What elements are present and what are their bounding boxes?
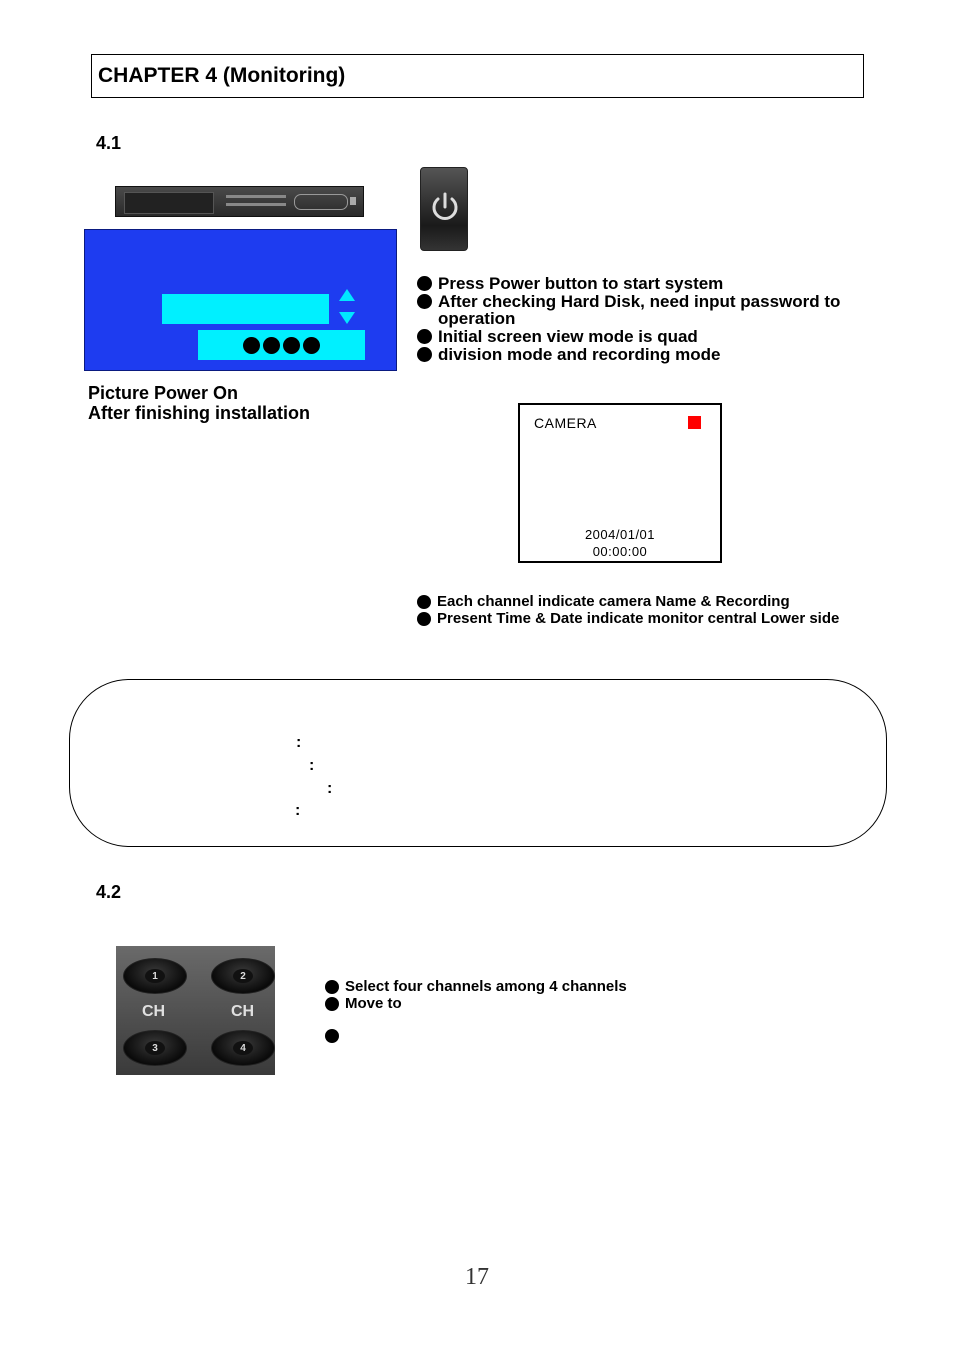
- channel-bullets: [325, 979, 627, 1043]
- arrow-up-icon: [339, 289, 355, 301]
- channel-button-1: 1: [123, 958, 187, 994]
- camera-bullets: [417, 594, 839, 627]
- bullet-dot: [325, 1029, 339, 1043]
- bullet-item: Present Time & Date indicate monitor central Lower side: [417, 611, 839, 627]
- bullet-item: Move to: [325, 996, 627, 1012]
- bullet-item: Select four channels among 4 channels: [325, 979, 627, 995]
- power-button-image: [420, 167, 468, 251]
- power-icon: [421, 168, 469, 252]
- password-dot: [303, 337, 320, 354]
- bullet-item: After checking Hard Disk, need input password to operation: [417, 293, 840, 327]
- bullet-dot: [417, 347, 432, 362]
- channel-button-3: 3: [123, 1030, 187, 1066]
- camera-date: 2004/01/01: [584, 527, 656, 542]
- note-colon: :: [309, 757, 315, 774]
- password-field: [198, 330, 365, 360]
- channel-buttons-image: [116, 946, 275, 1075]
- section-4-2-number: 4.2: [96, 882, 122, 902]
- bullet-dot: [417, 612, 431, 626]
- bullet-dot: [417, 595, 431, 609]
- note-colon: :: [295, 802, 301, 819]
- channel-button-2: 2: [211, 958, 275, 994]
- password-dot: [263, 337, 280, 354]
- power-on-bullets: [417, 275, 840, 363]
- ch-label: CH: [231, 1003, 255, 1020]
- bullet-item: division mode and recording mode: [417, 346, 840, 363]
- password-dot: [243, 337, 260, 354]
- bullet-item: Initial screen view mode is quad: [417, 328, 840, 345]
- bullet-item: Each channel indicate camera Name & Recording: [417, 594, 839, 610]
- bullet-item: [325, 1028, 627, 1043]
- hard-disk-check-bar: [162, 294, 329, 324]
- bullet-dot: [325, 980, 339, 994]
- camera-preview: [518, 403, 722, 563]
- arrow-down-icon: [339, 312, 355, 324]
- password-dot: [283, 337, 300, 354]
- note-colon: :: [327, 780, 333, 797]
- page-number: 17: [465, 1264, 489, 1290]
- bullet-item: Press Power button to start system: [417, 275, 840, 292]
- bullet-dot: [325, 997, 339, 1011]
- recording-indicator-icon: [688, 416, 701, 429]
- bullet-dot: [417, 329, 432, 344]
- dvr-front-panel-image: [115, 186, 364, 217]
- section-4-1-number: 4.1: [96, 133, 122, 153]
- bullet-dot: [417, 294, 432, 309]
- camera-name-label: CAMERA: [534, 415, 597, 431]
- note-colon: :: [296, 734, 302, 751]
- channel-button-4: 4: [211, 1030, 275, 1066]
- bullet-dot: [417, 276, 432, 291]
- ch-label: CH: [142, 1003, 166, 1020]
- power-on-caption: Picture Power On After finishing installation: [88, 383, 311, 423]
- chapter-title: CHAPTER 4 (Monitoring): [91, 54, 864, 98]
- note-box: [69, 679, 887, 847]
- camera-time: 00:00:00: [592, 544, 648, 559]
